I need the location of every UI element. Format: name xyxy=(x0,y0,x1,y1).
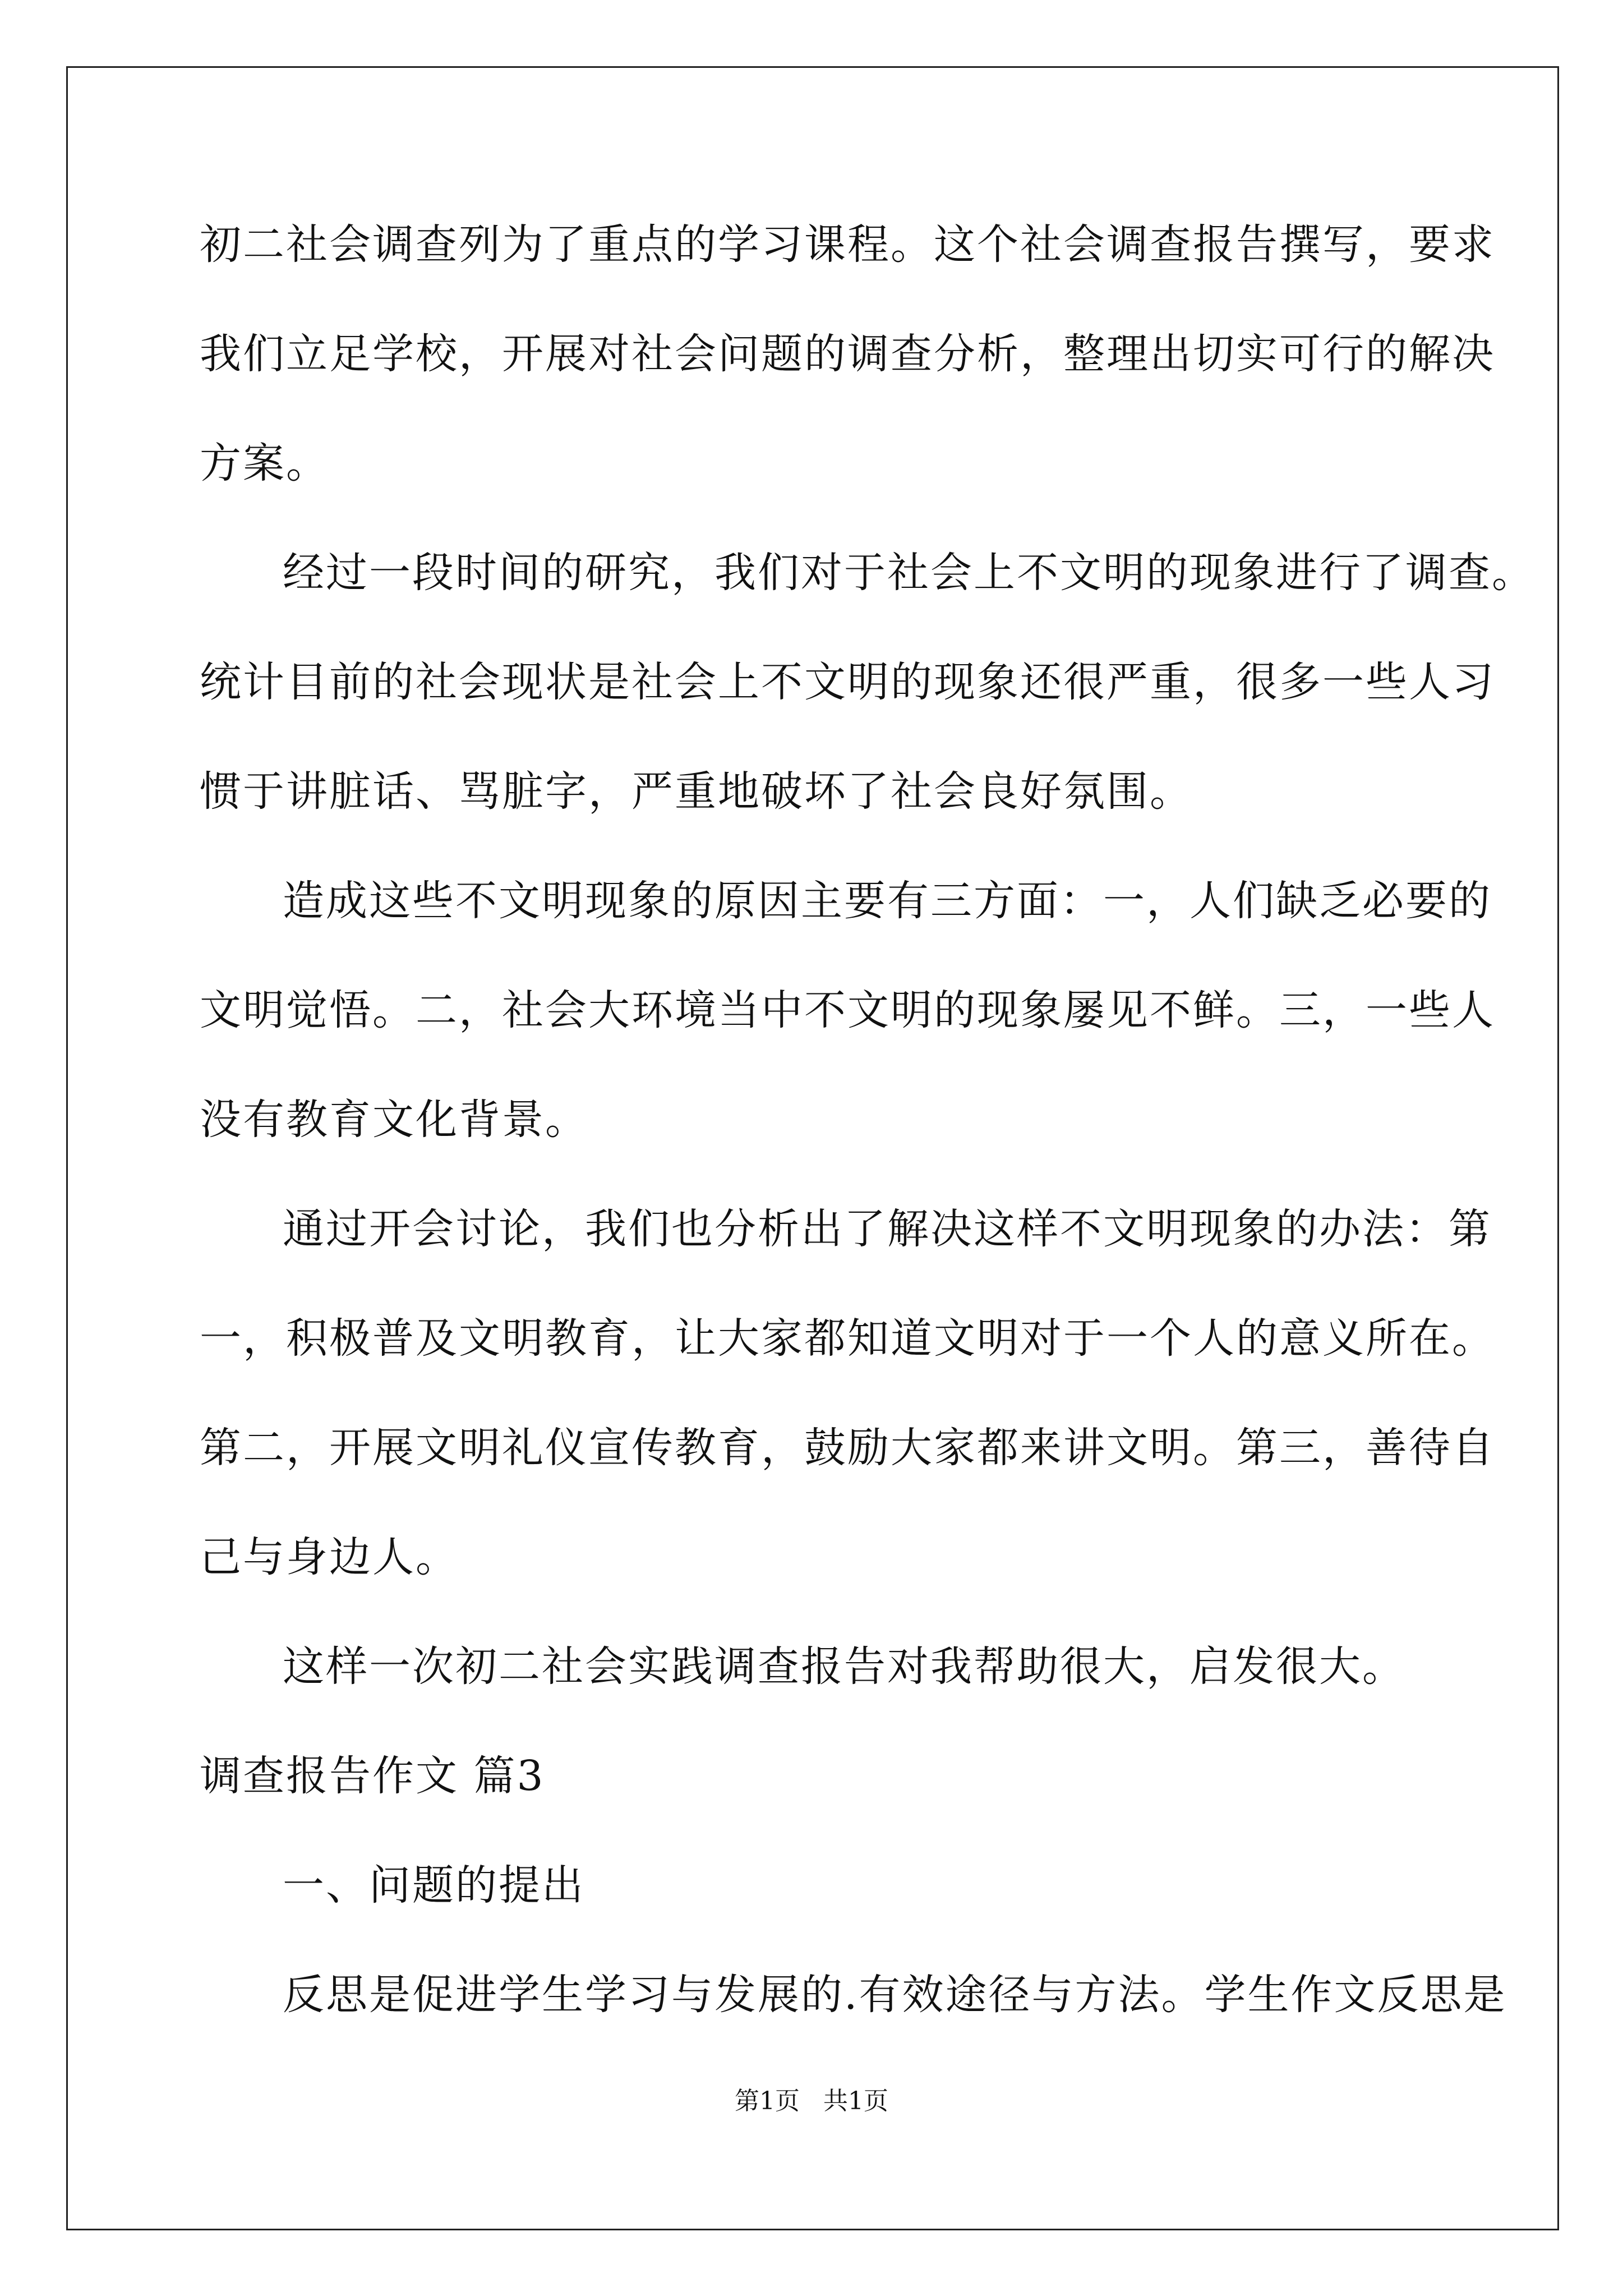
subsection-heading: 一、问题的提出 xyxy=(283,1861,585,1910)
text-line: 第二，开展文明礼仪宣传教育，鼓励大家都来讲文明。第三，善待自 xyxy=(200,1424,1495,1472)
text-line: 经过一段时间的研究，我们对于社会上不文明的现象进行了调查。 xyxy=(283,549,1535,597)
text-line: 统计目前的社会现状是社会上不文明的现象还很严重，很多一些人习 xyxy=(200,658,1495,706)
text-line: 我们立足学校，开展对社会问题的调查分析，整理出切实可行的解决 xyxy=(200,330,1495,378)
text-line: 反思是促进学生学习与发展的.有效途径与方法。学生作文反思是 xyxy=(283,1971,1507,2019)
text-line: 一，积极普及文明教育，让大家都知道文明对于一个人的意义所在。 xyxy=(200,1314,1495,1363)
text-line: 造成这些不文明现象的原因主要有三方面：一，人们缺乏必要的 xyxy=(283,877,1492,925)
text-line: 这样一次初二社会实践调查报告对我帮助很大，启发很大。 xyxy=(283,1642,1405,1691)
text-line: 没有教育文化背景。 xyxy=(200,1096,588,1144)
section-heading: 调查报告作文 篇3 xyxy=(200,1752,545,1800)
page-footer: 第1页 共1页 xyxy=(735,2087,888,2115)
text-line: 己与身边人。 xyxy=(200,1533,459,1581)
text-line: 方案。 xyxy=(200,439,329,487)
text-line: 初二社会调查列为了重点的学习课程。这个社会调查报告撰写，要求 xyxy=(200,220,1495,269)
text-line: 惯于讲脏话、骂脏字，严重地破坏了社会良好氛围。 xyxy=(200,767,1193,816)
text-line: 通过开会讨论，我们也分析出了解决这样不文明现象的办法：第 xyxy=(283,1205,1492,1253)
text-line: 文明觉悟。二，社会大环境当中不文明的现象屡见不鲜。三，一些人 xyxy=(200,986,1495,1034)
